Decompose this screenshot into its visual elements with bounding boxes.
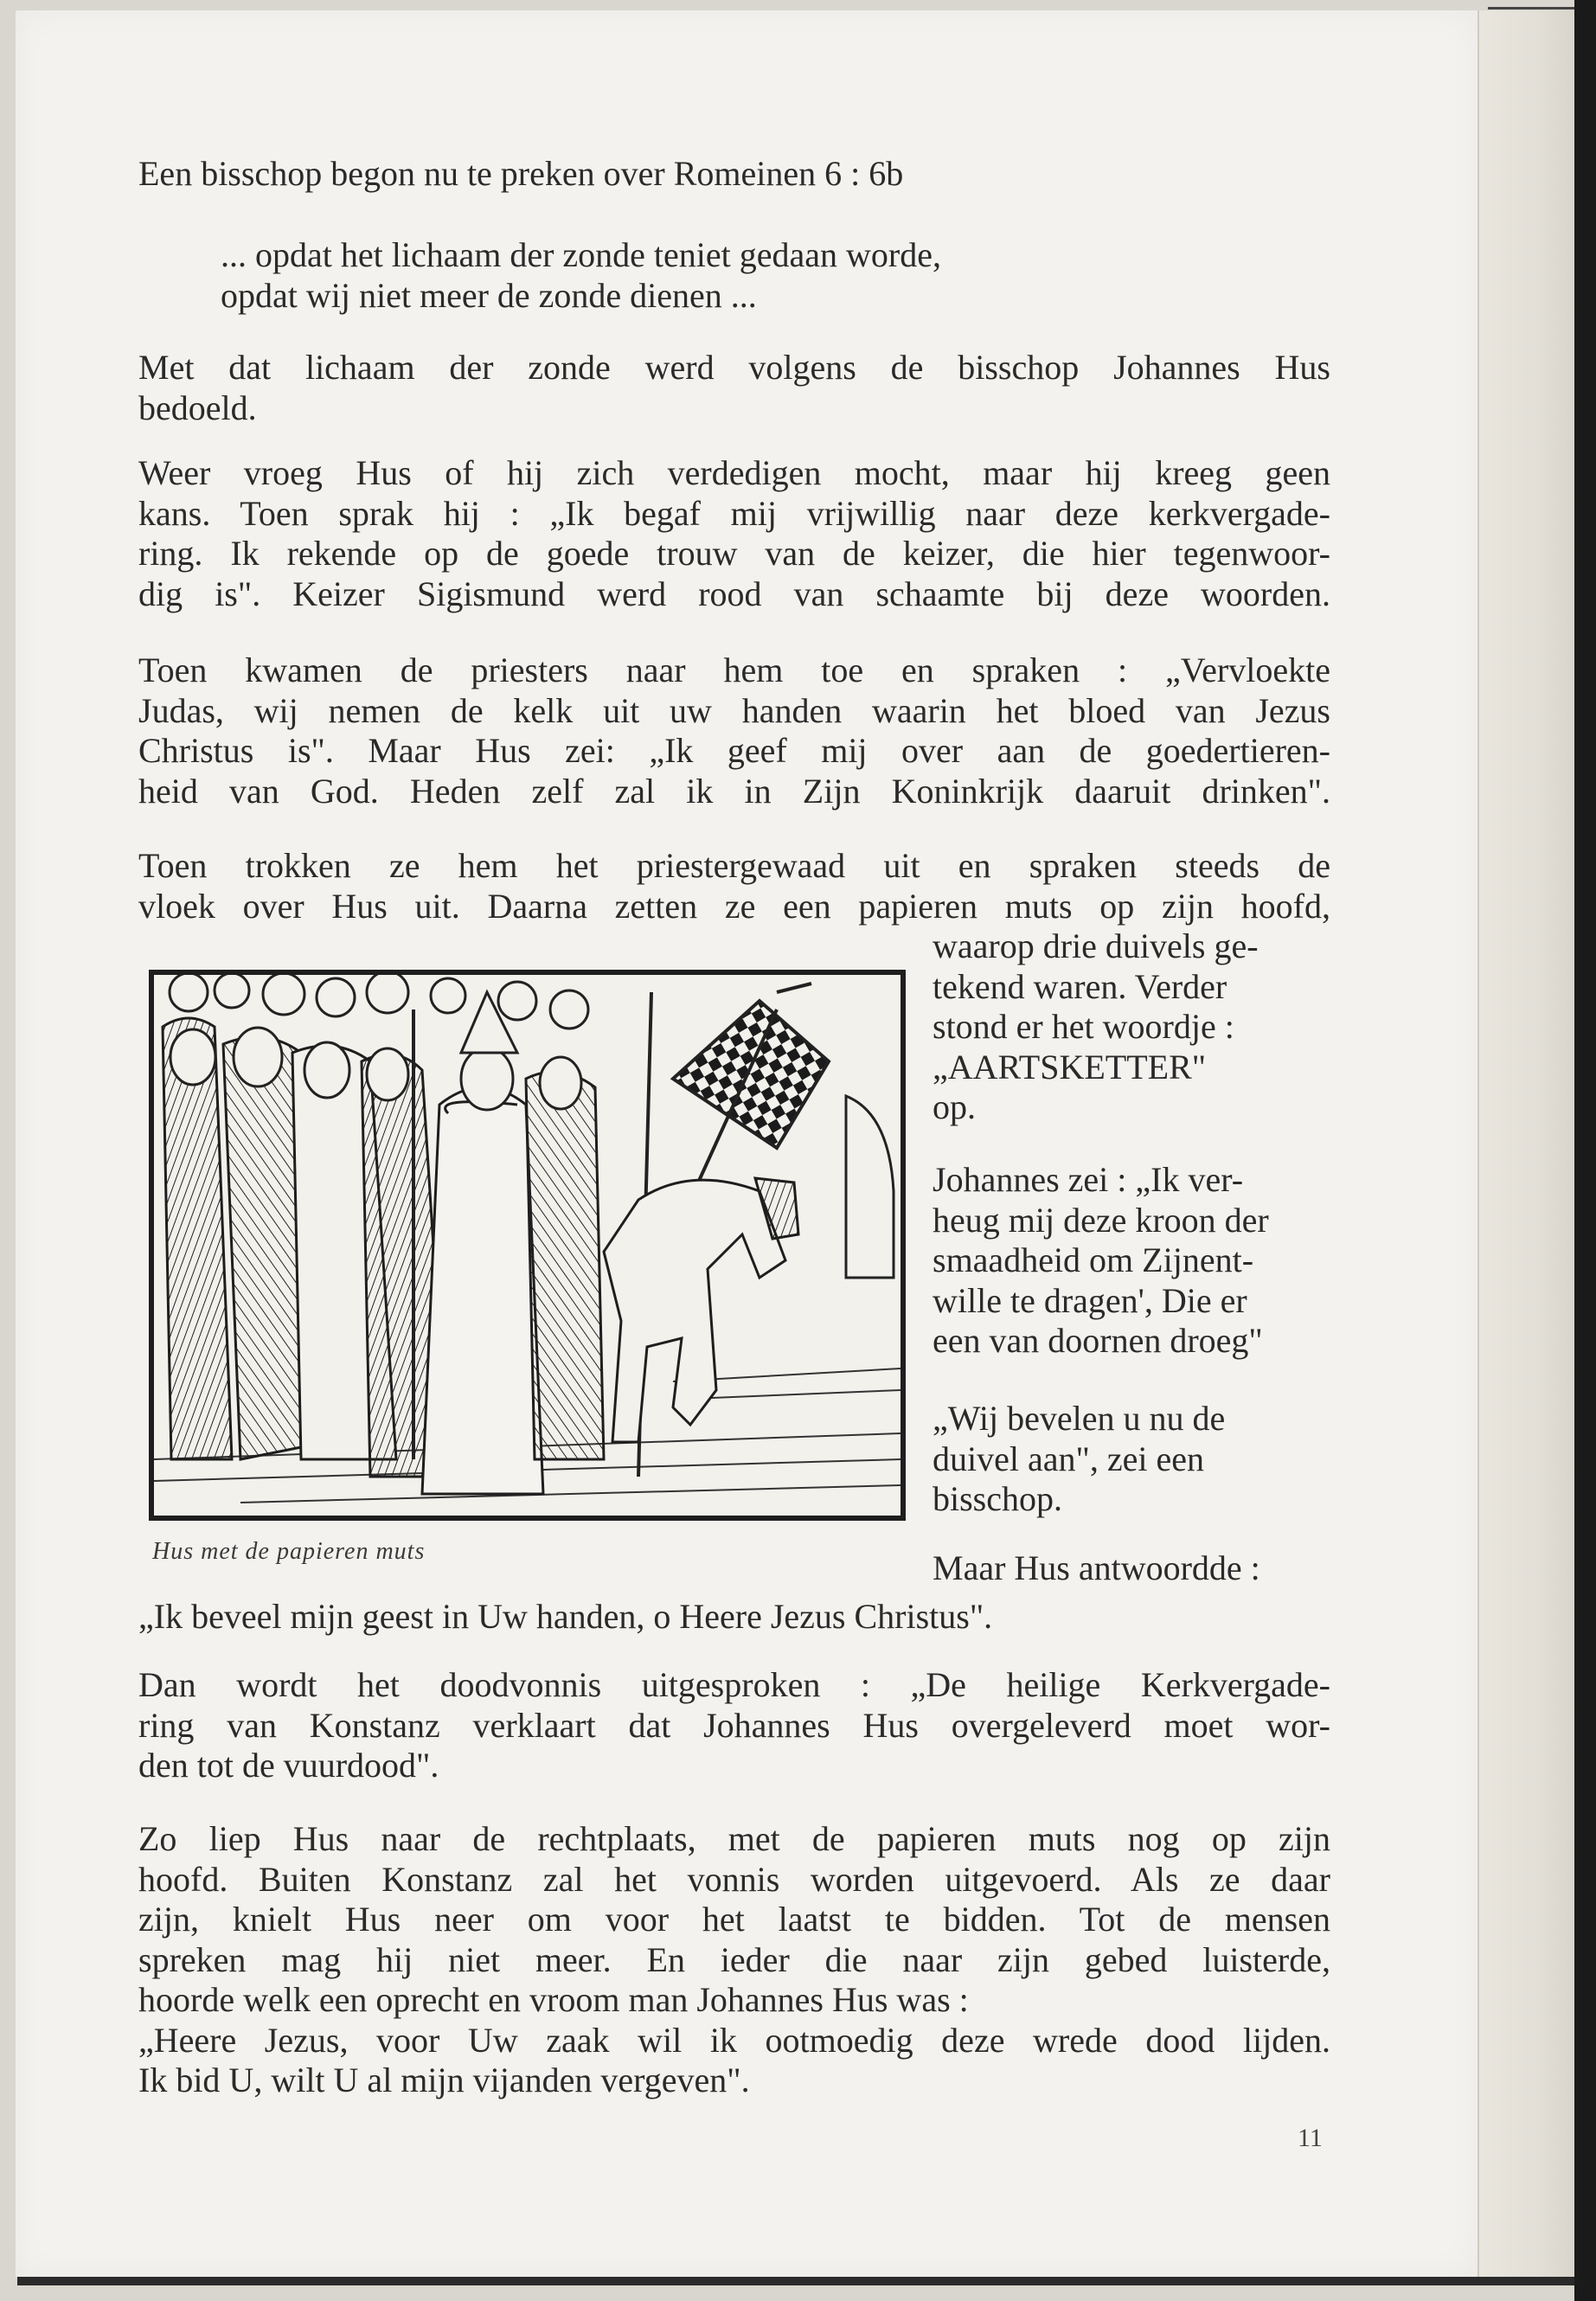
text-line: Maar Hus antwoordde :: [933, 1548, 1260, 1587]
text-line: smaadheid om Zijnent-: [933, 1240, 1254, 1279]
paragraph-body: [138, 453, 1330, 614]
text-line: Johannes zei : „Ik ver-: [933, 1160, 1244, 1199]
banner-shape: [673, 1001, 829, 1148]
text-line: ring. Ik rekende op de goede trouw van de keizer, die hier tegenwoor-: [138, 534, 1330, 573]
paragraph-body: [138, 1819, 1330, 2101]
text-line: waarop drie duivels ge-: [933, 926, 1259, 965]
paragraph-body: [138, 1597, 1330, 1638]
text-line: Toen kwamen de priesters naar hem toe en spraken : „Vervloekte: [138, 651, 1330, 689]
text-line: kans. Toen sprak hij : „Ik begaf mij vrijwillig naar deze kerkvergade-: [138, 493, 1330, 533]
page-number: 11: [1298, 2124, 1323, 2152]
text-line: op.: [933, 1087, 976, 1126]
text-line: Judas, wij nemen de kelk uit uw handen waarin het bloed van Jezus: [138, 690, 1330, 730]
text-line: bisschop.: [933, 1479, 1062, 1518]
text-line: vloek over Hus uit. Daarna zetten ze een papieren muts op zijn hoofd,: [138, 886, 1330, 926]
text-line: Zo liep Hus naar de rechtplaats, met de papieren muts nog op zijn: [138, 1819, 1330, 1858]
side-column-4: [933, 1548, 1330, 1589]
text-line: wille te dragen', Die er: [933, 1280, 1247, 1320]
text-line: „Wij bevelen u nu de: [933, 1399, 1226, 1438]
text-line: duivel aan", zei een: [933, 1439, 1204, 1478]
text-line: tekend waren. Verder: [933, 966, 1227, 1006]
figure-caption: Hus met de papieren muts: [152, 1538, 426, 1565]
text-line: „Heere Jezus, voor Uw zaak wil ik ootmoedig deze wrede dood lijden.: [138, 2020, 1330, 2060]
paragraph-body: [138, 846, 1330, 926]
text-line: heid van God. Heden zelf zal ik in Zijn Koninkrijk daaruit drinken".: [138, 771, 1330, 811]
text-line: ... opdat het lichaam der zonde teniet gedaan worde,: [221, 235, 941, 274]
text-line: stond er het woordje :: [933, 1007, 1234, 1046]
text-line: hoorde welk een oprecht en vroom man Johannes Hus was :: [138, 1980, 969, 2019]
paragraph-body: [138, 651, 1330, 811]
side-column-1: [933, 926, 1330, 1128]
paragraph-intro: [138, 154, 1330, 195]
text-line: Een bisschop begon nu te preken over Romeinen 6 : 6b: [138, 154, 904, 193]
text-line: Toen trokken ze hem het priestergewaad uit en spraken steeds de: [138, 846, 1330, 885]
text-line: spreken mag hij niet meer. En ieder die naar zijn gebed luisterde,: [138, 1939, 1330, 1979]
paragraph-body: [138, 348, 1330, 428]
text-line: Weer vroeg Hus of hij zich verdedigen mocht, maar hij kreeg geen: [138, 453, 1330, 492]
paper-hat-shape: [461, 992, 517, 1053]
bottom-rule: [17, 2277, 1574, 2285]
book-spine-shadow: [1574, 0, 1596, 2301]
text-line: heug mij deze kroon der: [933, 1200, 1269, 1240]
text-line: dig is". Keizer Sigismund werd rood van schaamte bij deze woorden.: [138, 574, 1330, 613]
text-line: Ik bid U, wilt U al mijn vijanden vergeven".: [138, 2061, 750, 2099]
text-line: Met dat lichaam der zonde werd volgens de bisschop Johannes Hus: [138, 348, 1330, 387]
text-line: bedoeld.: [138, 388, 257, 427]
top-rule: [1488, 7, 1583, 10]
text-line: opdat wij niet meer de zonde dienen ...: [221, 275, 757, 315]
side-column-2: [933, 1160, 1330, 1362]
text-line: Christus is". Maar Hus zei: „Ik geef mij over aan de goedertieren-: [138, 731, 1330, 770]
text-line: zijn, knielt Hus neer om voor het laatst te bidden. Tot de mensen: [138, 1900, 1330, 1939]
text-line: den tot de vuurdood".: [138, 1746, 439, 1785]
scripture-quote: [221, 235, 1172, 316]
page-edge: [1477, 10, 1576, 2277]
paragraph-body: [138, 1665, 1330, 1786]
woodcut-illustration: [149, 970, 906, 1521]
text-line: een van doornen droeg": [933, 1321, 1263, 1360]
side-column-3: [933, 1399, 1330, 1520]
text-line: Dan wordt het doodvonnis uitgesproken : „De heilige Kerkvergade-: [138, 1665, 1330, 1704]
text-line: „Ik beveel mijn geest in Uw handen, o Heere Jezus Christus".: [138, 1597, 993, 1636]
text-line: hoofd. Buiten Konstanz zal het vonnis worden uitgevoerd. Als ze daar: [138, 1859, 1330, 1899]
woodcut-drawing: [154, 975, 901, 1516]
text-line: „AARTSKETTER": [933, 1047, 1207, 1086]
text-line: ring van Konstanz verklaart dat Johannes Hus overgeleverd moet wor-: [138, 1705, 1330, 1745]
